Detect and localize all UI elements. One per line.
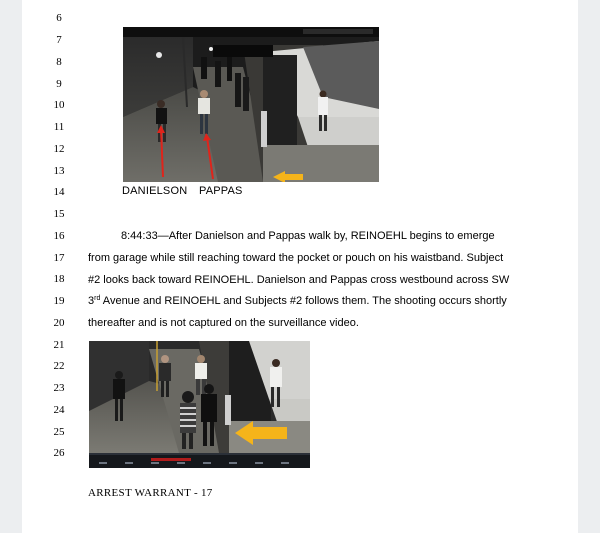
- surveillance-photo-2: [89, 341, 310, 468]
- line-number: 8: [56, 56, 62, 68]
- paragraph-line-3: #2 looks back toward REINOEHL. Danielson and Pappas cross westbound across SW: [88, 274, 510, 286]
- line-number: 15: [53, 208, 65, 220]
- line-number: 6: [56, 12, 62, 24]
- paragraph-line-4-number: 3: [88, 295, 95, 307]
- line-number: 21: [53, 339, 65, 351]
- paragraph-line-4-superscript: rd: [94, 295, 101, 302]
- line-number: 19: [53, 295, 65, 307]
- line-number: 20: [53, 317, 65, 329]
- footer-title: ARREST WARRANT - 17: [88, 487, 213, 499]
- line-number: 7: [56, 34, 62, 46]
- paragraph-line-5: thereafter and is not captured on the surveillance video.: [88, 317, 359, 329]
- line-number: 13: [53, 165, 65, 177]
- caption-pappas: PAPPAS: [199, 185, 243, 197]
- line-number: 12: [53, 143, 65, 155]
- paragraph-line-1: 8:44:33—After Danielson and Pappas walk by, REINOEHL begins to emerge: [121, 230, 495, 242]
- line-number: 9: [56, 78, 62, 90]
- caption-danielson: DANIELSON: [122, 185, 188, 197]
- line-number: 16: [53, 230, 65, 242]
- line-number: 24: [53, 404, 65, 416]
- line-number: 22: [53, 360, 65, 372]
- line-number: 14: [53, 186, 65, 198]
- line-number: 18: [53, 273, 65, 285]
- line-number: 11: [53, 121, 65, 133]
- line-number: 10: [53, 99, 65, 111]
- paragraph-line-4-rest: Avenue and REINOEHL and Subjects #2 follows them. The shooting occurs shortly: [100, 295, 507, 307]
- line-number: 23: [53, 382, 65, 394]
- paragraph-line-2: from garage while still reaching toward the pocket or pouch on his waistband. Subject: [88, 252, 504, 264]
- line-number: 17: [53, 252, 65, 264]
- surveillance-photo-1: [123, 27, 379, 182]
- line-number: 25: [53, 426, 65, 438]
- paragraph-line-4: [88, 294, 507, 308]
- line-number: 26: [53, 447, 65, 459]
